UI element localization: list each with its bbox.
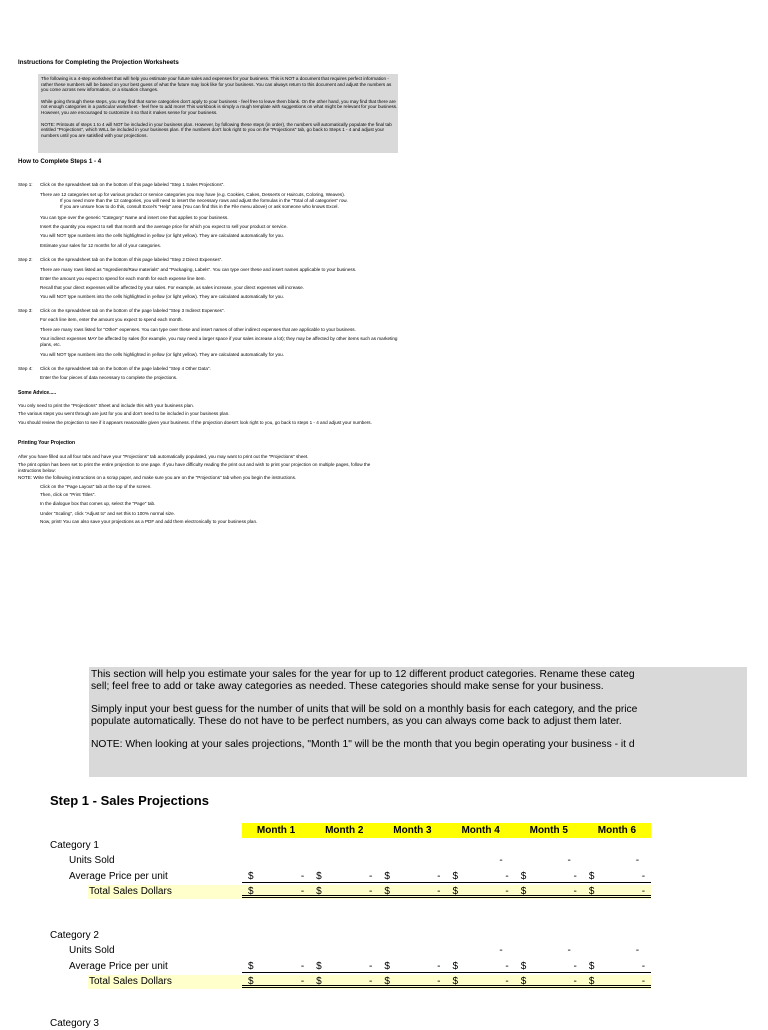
sales-intro-line: This section will help you estimate your sales for the year for up to 12 different product categories. Rename these categ (91, 669, 635, 680)
price-cell[interactable]: $ - (242, 960, 310, 973)
intro-box (38, 74, 398, 153)
price-cell[interactable]: $ - (310, 870, 378, 883)
total-sales-row (242, 885, 651, 898)
total-cell: $ - (447, 975, 515, 988)
units-sold-label: Units Sold (69, 945, 115, 956)
step-text: There are 12 categories set up for various product or service categories you may have (e.g. Cookies, Cakes, Desserts or Haircuts, Coloring, Weaves). (40, 192, 346, 197)
category-name: Category 1 (50, 840, 99, 851)
units-sold-label: Units Sold (69, 855, 115, 866)
month-header: Month 1 (256, 825, 296, 836)
step-label: Step 2: (18, 257, 33, 262)
price-cell[interactable]: $ - (447, 870, 515, 883)
step-text: Click on the spreadsheet tab on the bottom of the page labeled "Step 3 Indirect Expenses". (40, 308, 225, 313)
printing-step: Now, print! You can also save your projections as a PDF and add them electronically to your business plan. (40, 519, 258, 524)
price-cell[interactable]: $ - (378, 870, 446, 883)
total-cell: $ - (378, 885, 446, 898)
step-text: There are many rows listed for "Other" expenses. You can type over these and insert names of other indirect expenses that are applicable to your business. (40, 327, 356, 332)
category-name: Category 2 (50, 930, 99, 941)
month-header: Month 6 (597, 825, 637, 836)
advice-title: Some Advice..... (18, 390, 57, 396)
step-text: Enter the amount you expect to spend for each month for each expense line item. (40, 276, 206, 281)
step-text: You will NOT type numbers into the cells highlighted in yellow (or light yellow). They are calculated automatically for you. (40, 294, 285, 299)
units-cell[interactable] (310, 855, 378, 868)
step-text: You will NOT type numbers into the cells highlighted in yellow (or light yellow). They are calculated automatically for you. (40, 352, 285, 357)
total-cell: $ - (242, 975, 310, 988)
units-cell[interactable]: - (567, 855, 571, 866)
step-label: Step 1: (18, 182, 33, 187)
month-header: Month 4 (461, 825, 500, 836)
month-header-row (242, 823, 651, 838)
how-to-title: How to Complete Steps 1 - 4 (18, 158, 102, 165)
instructions-title: Instructions for Completing the Projection Worksheets (18, 59, 179, 66)
avg-price-label: Average Price per unit (69, 871, 168, 882)
printing-title: Printing Your Projection (18, 440, 76, 446)
step-text: Click on the spreadsheet tab on the bottom of the page labeled "Step 4 Other Data". (40, 366, 211, 371)
step-text: There are many rows listed as "Ingredients/Raw materials" and "Packaging, Labels". You can type over these and insert names applicable to your business. (40, 267, 357, 272)
printing-text: NOTE: Write the following instructions on a scrap paper, and make sure you are on the "Projections" tab when you begin the instructions. (18, 475, 297, 480)
advice-text: You should review the projection to see if it appears reasonable given your business. If the projection doesn't look right to you, go back to steps 1 - 4 and adjust your numbers. (18, 420, 372, 425)
step-text: For each line item, enter the amount you expect to spend each month. (40, 317, 183, 322)
units-sold-row (242, 855, 651, 868)
step-text: You can type over the generic "Category" Name and insert one that applies to your business. (40, 215, 229, 220)
units-cell[interactable] (310, 945, 378, 958)
total-sales-row (242, 975, 651, 988)
price-cell[interactable]: $ - (242, 870, 310, 883)
sales-intro-line: populate automatically. These do not have to be perfect numbers, as you can always come back to adjust them later. (91, 716, 622, 727)
total-sales-label: Total Sales Dollars (89, 976, 172, 987)
month-header: Month 2 (325, 825, 364, 836)
price-cell[interactable]: $ - (583, 870, 651, 883)
advice-text: You only need to print the "Projections" Sheet and include this with your business plan. (18, 403, 194, 408)
printing-text: The print option has been set to print the entire projection to one page. If you have difficulty reading the print out and wish to print your projection on multiple pages, follow the instructions below: (18, 462, 371, 473)
price-cell[interactable]: $ - (447, 960, 515, 973)
total-sales-label: Total Sales Dollars (89, 886, 172, 897)
step-text: Click on the spreadsheet tab on the bottom of this page labeled "Step 2 Direct Expenses". (40, 257, 223, 262)
units-cell[interactable]: - (635, 945, 640, 956)
units-cell[interactable]: - (635, 855, 640, 866)
intro-paragraph: NOTE: Printouts of steps 1 to 4 will NOT be included in your business plan. However, by following these steps (in order), the numbers will automatically populate the final tab entitled "Projections", which WILL be included in your business plan. If the numbers don't look right to you on the "Projections" tab, go back to Steps 1 - 4 and adjust your numbers until you are satisfied with your projections. (41, 121, 392, 138)
month-header: Month 3 (393, 825, 432, 836)
step-text: Your indirect expenses MAY be affected by sales (for example, you may need a larger space if your sales increase a lot); they may be affected by other items such as marketing plans, etc. (40, 336, 398, 347)
units-cell[interactable]: - (499, 945, 503, 956)
sales-title: Step 1 - Sales Projections (50, 793, 209, 808)
units-sold-row (242, 945, 651, 958)
price-cell[interactable]: $ - (310, 960, 378, 973)
total-cell: $ - (447, 885, 515, 898)
month-header: Month 5 (529, 825, 568, 836)
price-cell[interactable]: $ - (378, 960, 446, 973)
step-text: Click on the spreadsheet tab on the bottom of this page labeled "Step 1 Sales Projections". (40, 182, 225, 187)
price-cell[interactable]: $ - (515, 870, 583, 883)
units-cell[interactable] (242, 945, 310, 958)
sales-intro-line: Simply input your best guess for the number of units that will be sold on a monthly basis for each category, and the price (91, 704, 638, 715)
step-text: Recall that your direct expenses will be affected by your sales. For example, as sales increase, your direct expenses will increase. (40, 285, 304, 290)
printing-step: Under "Scaling", click "Adjust to" and set this to 100% normal size. (40, 511, 175, 516)
sales-intro-line: NOTE: When looking at your sales projections, "Month 1" will be the month that you begin operating your business - it d (91, 739, 635, 750)
printing-step: Click on the "Page Layout" tab at the top of the screen. (40, 484, 152, 489)
printing-step: In the dialogue box that comes up, select the "Page" tab. (40, 501, 156, 506)
step-text: Estimate your sales for 12 months for all of your categories. (40, 243, 162, 248)
advice-text: The various steps you went through are just for you and don't need to be included in your business plan. (18, 411, 230, 416)
step-text: You will NOT type numbers into the cells highlighted in yellow (or light yellow). They are calculated automatically for you. (40, 233, 285, 238)
total-cell: $ - (378, 975, 446, 988)
total-cell: $ - (515, 885, 583, 898)
step-text: Enter the four pieces of data necessary to complete the projections. (40, 375, 178, 380)
units-cell[interactable]: - (499, 855, 503, 866)
total-cell: $ - (583, 975, 651, 988)
intro-paragraph: While going through these steps, you may find that some categories don't apply to your business - feel free to leave them blank. On the other hand, you may find that there are not enough categories in a particular worksheet - feel free to add more! This workbook is simply a rough template with suggestions on what might be relevant for your business. However, you are encouraged to customize it so that it makes sense for your business. (41, 98, 398, 115)
total-cell: $ - (515, 975, 583, 988)
avg-price-row (242, 960, 651, 973)
printing-text: After you have filled out all four tabs and have your "Projections" tab automatically populated, you may want to print out the "Projections" sheet. (18, 454, 309, 459)
total-cell: $ - (583, 885, 651, 898)
step-label: Step 3: (18, 308, 33, 313)
printing-step: Then, click on "Print Titles". (40, 492, 96, 497)
step-text: If you are unsure how to do this, consult Excel's "Help" area (You can find this in the File menu above) or ask someone who knows Excel. (60, 204, 339, 209)
total-cell: $ - (242, 885, 310, 898)
category-name: Category 3 (50, 1018, 99, 1029)
avg-price-row (242, 870, 651, 883)
units-cell[interactable] (378, 855, 446, 868)
units-cell[interactable] (378, 945, 446, 958)
price-cell[interactable]: $ - (515, 960, 583, 973)
total-cell: $ - (310, 975, 378, 988)
units-cell[interactable] (242, 855, 310, 868)
avg-price-label: Average Price per unit (69, 961, 168, 972)
sales-intro-box (89, 667, 747, 777)
units-cell[interactable]: - (567, 945, 571, 956)
intro-paragraph: The following is a 4-step worksheet that will help you estimate your future sales and expenses for your business. This is NOT a document that requires perfect information - rather these numbers will be based on your best guess of what the future may look like for your business. You can always return to this document and adjust the numbers as you come across new information, or a situation changes. (41, 76, 392, 93)
step-label: Step 4: (18, 366, 33, 371)
sales-intro-line: sell; feel free to add or take away categories as needed. These categories should make sense for your business. (91, 681, 604, 692)
total-cell: $ - (310, 885, 378, 898)
step-text: If you need more than the 12 categories, you will need to insert the necessary rows and adjust the formulas in the "Total of all categories" row. (60, 198, 348, 203)
step-text: Insert the quantity you expect to sell that month and the average price for which you expect to sell your product or service. (40, 224, 288, 229)
price-cell[interactable]: $ - (583, 960, 651, 973)
